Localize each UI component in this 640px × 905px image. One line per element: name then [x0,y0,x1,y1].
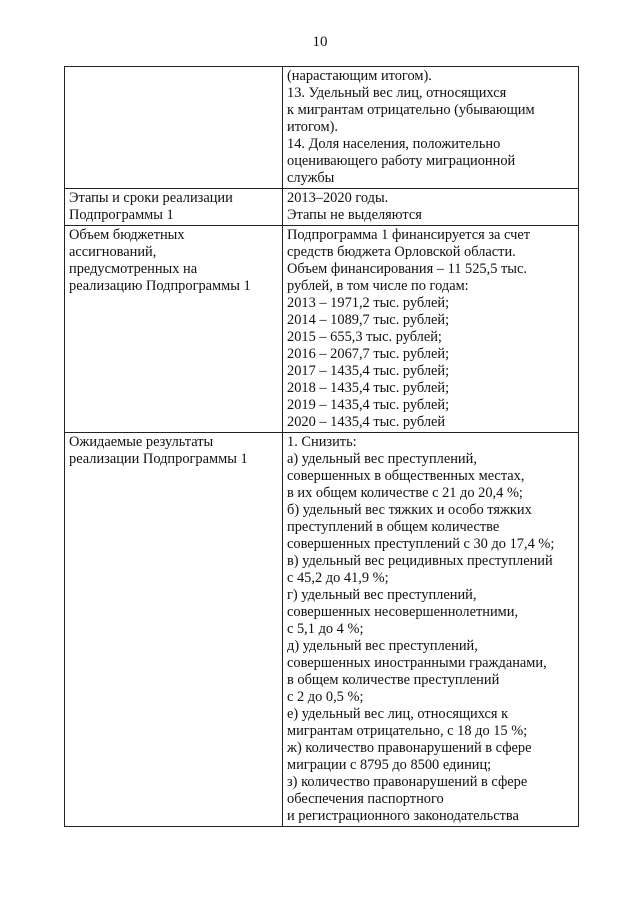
label-line: предусмотренных на [69,261,198,277]
value-line: 1. Снизить: [287,434,357,450]
label-line: ассигнований, [69,244,157,260]
value-line: оценивающего работу миграционной [287,153,516,169]
row-label-cell [65,189,283,226]
value-line: с 45,2 до 41,9 %; [287,570,389,586]
value-line: Этапы не выделяются [287,207,422,223]
value-line: 2017 – 1435,4 тыс. рублей; [287,363,450,379]
value-line: 2014 – 1089,7 тыс. рублей; [287,312,450,328]
row-value-cell [283,189,579,226]
table-row [65,226,579,433]
value-line: 2019 – 1435,4 тыс. рублей; [287,397,450,413]
table-row [65,67,579,189]
row-label-cell [65,226,283,433]
value-line: обеспечения паспортного [287,791,444,807]
table-row [65,433,579,827]
value-line: в их общем количестве с 21 до 20,4 %; [287,485,523,501]
value-line: 13. Удельный вес лиц, относящихся [287,85,507,101]
value-line: а) удельный вес преступлений, [287,451,477,467]
value-line: ж) количество правонарушений в сфере [287,740,532,756]
value-line: 14. Доля населения, положительно [287,136,501,152]
row-value-cell [283,433,579,827]
value-line: мигрантам отрицательно, с 18 до 15 %; [287,723,528,739]
value-line: 2013 – 1971,2 тыс. рублей; [287,295,450,311]
value-line: к мигрантам отрицательно (убывающим [287,102,535,118]
value-line: 2015 – 655,3 тыс. рублей; [287,329,442,345]
value-line: 2020 – 1435,4 тыс. рублей [287,414,446,430]
value-line: совершенных несовершеннолетними, [287,604,519,620]
label-line: Этапы и сроки реализации [69,190,233,206]
table-row [65,189,579,226]
value-line: в общем количестве преступлений [287,672,500,688]
value-line: д) удельный вес преступлений, [287,638,478,654]
program-passport-table [64,66,579,827]
label-line: реализации Подпрограммы 1 [69,451,248,467]
value-line: совершенных иностранными гражданами, [287,655,547,671]
value-line: в) удельный вес рецидивных преступлений [287,553,553,569]
value-line: 2013–2020 годы. [287,190,389,206]
value-line: 2016 – 2067,7 тыс. рублей; [287,346,450,362]
value-line: г) удельный вес преступлений, [287,587,477,603]
row-value-cell [283,67,579,189]
label-line: Объем бюджетных [69,227,185,243]
value-line: рублей, в том числе по годам: [287,278,469,294]
value-line: Подпрограмма 1 финансируется за счет [287,227,531,243]
value-line: с 5,1 до 4 %; [287,621,364,637]
value-line: совершенных в общественных местах, [287,468,525,484]
value-line: миграции с 8795 до 8500 единиц; [287,757,492,773]
label-line: Подпрограммы 1 [69,207,174,223]
page-number: 10 [312,34,328,50]
value-line: е) удельный вес лиц, относящихся к [287,706,509,722]
value-line: службы [287,170,335,186]
value-line: преступлений в общем количестве [287,519,500,535]
value-line: (нарастающим итогом). [287,68,432,84]
value-line: с 2 до 0,5 %; [287,689,364,705]
value-line: совершенных преступлений с 30 до 17,4 %; [287,536,555,552]
label-line: Ожидаемые результаты [69,434,214,450]
value-line: средств бюджета Орловской области. [287,244,516,260]
value-line: итогом). [287,119,338,135]
row-label-cell [65,67,283,189]
row-value-cell [283,226,579,433]
value-line: з) количество правонарушений в сфере [287,774,528,790]
value-line: и регистрационного законодательства [287,808,519,824]
value-line: Объем финансирования – 11 525,5 тыс. [287,261,527,277]
value-line: б) удельный вес тяжких и особо тяжких [287,502,532,518]
value-line: 2018 – 1435,4 тыс. рублей; [287,380,450,396]
row-label-cell [65,433,283,827]
label-line: реализацию Подпрограммы 1 [69,278,251,294]
